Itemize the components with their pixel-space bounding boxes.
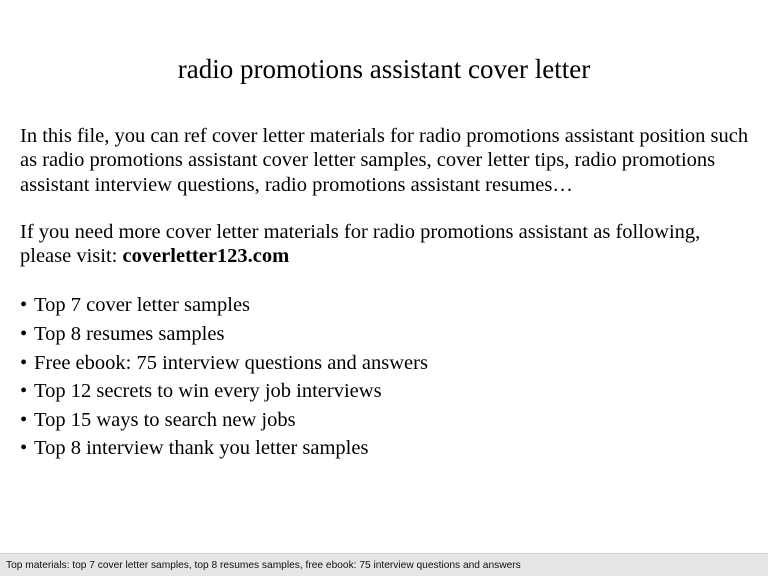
list-item-label: Top 8 resumes samples <box>34 323 225 346</box>
list-item <box>20 377 750 406</box>
materials-list <box>20 291 750 463</box>
bullet-icon: • <box>20 380 28 403</box>
website-link[interactable]: coverletter123.com <box>122 245 290 268</box>
bullet-icon: • <box>20 351 28 374</box>
list-item <box>20 406 750 435</box>
list-item-label: Top 15 ways to search new jobs <box>34 408 296 431</box>
document-body <box>20 124 750 463</box>
bullet-icon: • <box>20 323 28 346</box>
list-item-label: Top 8 interview thank you letter samples <box>34 437 369 460</box>
bullet-icon: • <box>20 437 28 460</box>
list-item-label: Top 7 cover letter samples <box>34 294 251 317</box>
bullet-icon: • <box>20 408 28 431</box>
footer-bar <box>0 553 768 576</box>
list-item-label: Free ebook: 75 interview questions and answers <box>34 351 428 374</box>
list-item <box>20 320 750 349</box>
list-item <box>20 349 750 378</box>
bullet-icon: • <box>20 294 28 317</box>
page-title: radio promotions assistant cover letter <box>177 54 591 84</box>
intro-paragraph: In this file, you can ref cover letter materials for radio promotions assistant position such as radio promotions assistant cover letter samples, cover letter tips, radio promotions assistant interview questions, radio promotions assistant resumes… <box>20 125 749 196</box>
list-item <box>20 434 750 463</box>
visit-paragraph <box>20 220 750 269</box>
list-item <box>20 291 750 320</box>
visit-paragraph-text: If you need more cover letter materials for radio promotions assistant as following, please visit: <box>20 220 701 268</box>
footer-text: Top materials: top 7 cover letter samples, top 8 resumes samples, free ebook: 75 interview questions and answers <box>6 560 521 571</box>
list-item-label: Top 12 secrets to win every job interviews <box>34 380 382 403</box>
